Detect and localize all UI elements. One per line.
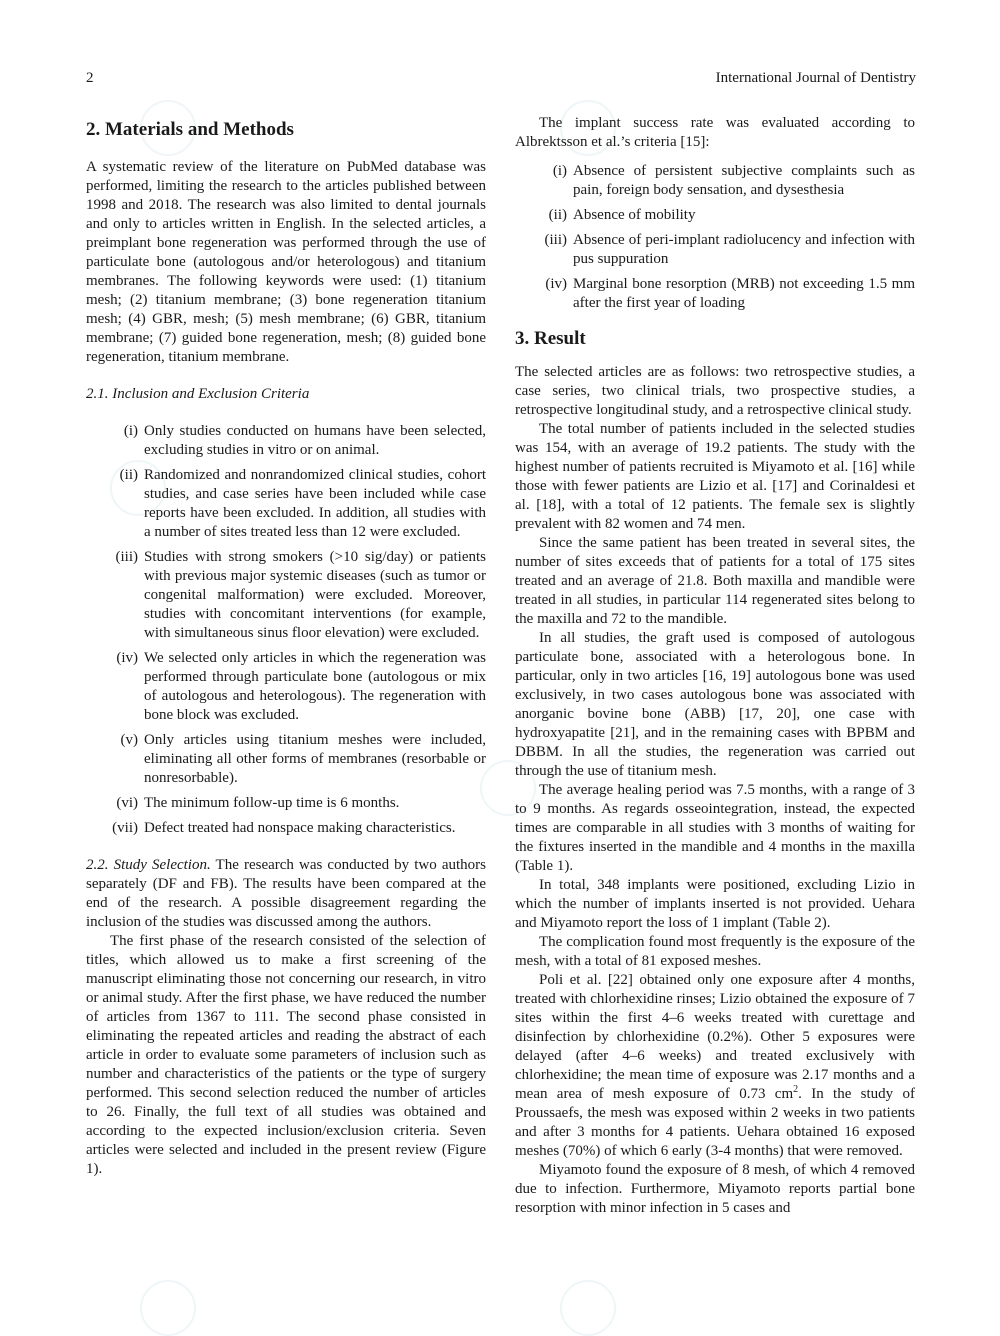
result-paragraph: The average healing period was 7.5 months, with a range of 3 to 9 months. As regards osseointegration, instead, the expected times are comparable in all studies with 3 months of waiting for the fixtures inserted in the mandible and 4 months in the maxilla (Table 1).: [515, 782, 915, 874]
methods-intro-paragraph: A systematic review of the literature on PubMed database was performed, limiting the research to the articles published between 1998 and 2018. The research was also limited to dental journals and only to articles written in English. In the selected articles, a preimplant bone regeneration was performed through the use of particulate bone (autologous and/or heterologous) and titanium membranes. The following keywords were used: (1) titanium mesh; (2) titanium membrane; (3) bone regeneration titanium mesh; (4) GBR, mesh; (5) mesh membrane; (6) GBR, titanium membrane; (7) guided bone regeneration, mesh; (8) guided bone regeneration, titanium membrane.: [86, 159, 486, 365]
criteria-list: [86, 422, 486, 838]
journal-title: International Journal of Dentistry: [715, 70, 916, 86]
success-intro-paragraph: The implant success rate was evaluated according to Albrektsson et al.’s criteria [15]:: [515, 115, 915, 150]
success-criteria-list: [515, 162, 915, 313]
result-paragraph: In all studies, the graft used is composed of autologous particulate bone, associated with a heterologous bone. In particular, only in two articles [16, 19] autologous bone was used exclusively, in two cases autologous bone was associated with anorganic bovine bone (ABB) [17, 20], one case with hydroxyapatite [21], and in the remaining cases with BPBM and DBBM. In all the studies, the regeneration was carried out through the use of titanium mesh.: [515, 630, 915, 779]
list-item: (v) Only articles using titanium meshes were included, eliminating all other forms of membranes (resorbable or nonresorbable).: [120, 732, 486, 786]
result-paragraph: Poli et al. [22] obtained only one exposure after 4 months, treated with chlorhexidine rinses; Lizio obtained the exposure of 7 sites within the first 4–6 weeks treated with curettage and disinfection by chlorhexidine (0.2%). Other 5 exposures were delayed (after 4–6 weeks) and treated exclusively with chlorhexidine; the mean time of exposure was 2.17 months and a mean area of mesh exposure of 0.73 $cm^2$. In the study of Proussaefs, the mesh was exposed within 2 weeks in two patients and after 3 months for 4 patients. Uehara obtained 16 exposed meshes (70%) of which 6 early (3-4 months) that were removed.: [515, 972, 916, 1159]
subsection-title-selection: 2.2. Study Selection.: [86, 857, 211, 873]
list-item: (iii) Absence of peri-implant radiolucency and infection with pus suppuration: [544, 232, 915, 267]
left-column: [86, 114, 486, 1179]
list-item: (i) Absence of persistent subjective complaints such as pain, foreign body sensation, and dysesthesia: [552, 163, 915, 198]
list-item: (ii) Absence of mobility: [548, 207, 696, 223]
result-paragraph: Since the same patient has been treated in several sites, the number of sites exceeds that of patients for a total of 175 sites treated and an average of 21.8. Both maxilla and mandible were treated in all studies, in particular 114 regenerated sites belong to the maxilla and 72 to the mandible.: [515, 535, 915, 627]
list-item: (vi) The minimum follow-up time is 6 months.: [116, 795, 400, 811]
subsection-title-criteria: 2.1. Inclusion and Exclusion Criteria: [86, 386, 310, 402]
watermark-stamp: [560, 1280, 616, 1336]
result-paragraph: The selected articles are as follows: two retrospective studies, a case series, two clinical trials, two prospective studies, a retrospective longitudinal study, and a retrospective clinical study.: [515, 364, 915, 418]
list-item: (i) Only studies conducted on humans have been selected, excluding studies in vitro or on animal.: [123, 423, 486, 458]
watermark-stamp: [140, 1280, 196, 1336]
result-paragraph: Miyamoto found the exposure of 8 mesh, of which 4 removed due to infection. Furthermore, Miyamoto reports partial bone resorption with minor infection in 5 cases and: [515, 1162, 915, 1216]
study-selection-paragraph: 2.2. Study Selection. The research was conducted by two authors separately (DF and FB). The results have been compared at the end of the research. A possible disagreement regarding the inclusion of the studies was discussed among the authors.: [86, 857, 486, 930]
page-number: 2: [86, 70, 94, 86]
list-item: (vii) Defect treated had nonspace making characteristics.: [112, 820, 456, 836]
list-item: (ii) Randomized and nonrandomized clinical studies, cohort studies, and case series have been included while case reports have been excluded. In addition, all studies with a number of sites treated less than 12 were excluded.: [119, 467, 486, 540]
page-header: [86, 70, 916, 94]
phase-paragraph: The first phase of the research consisted of the selection of titles, which allowed us to make a first screening of the manuscript eliminating those not concerning our research, in vitro or animal study. After the first phase, we have reduced the number of articles from 1367 to 111. The second phase consisted in eliminating the repeated articles and reading the abstract of each article in order to evaluate some parameters of inclusion such as number and characteristics of the patients or the type of surgery performed. This second selection reduced the number of articles to 26. Finally, the full text of all studies was obtained and according to the expected inclusion/exclusion criteria. Seven articles were selected and included in the present review (Figure 1).: [86, 933, 486, 1177]
list-item: (iii) Studies with strong smokers (>10 sig/day) or patients with previous major systemic diseases (such as tumor or congenital malformation) were excluded. Moreover, studies with concomitant interventions (for example, with simultaneous sinus floor elevation) were excluded.: [115, 549, 486, 641]
section-title-methods: 2. Materials and Methods: [86, 119, 294, 140]
right-column: [515, 114, 915, 1218]
list-item: (iv) We selected only articles in which the regeneration was performed through particulate bone (autologous or mix of autologous and heterologous). The regeneration with bone block was excluded.: [116, 650, 486, 723]
result-paragraph: The complication found most frequently is the exposure of the mesh, with a total of 81 exposed meshes.: [515, 934, 915, 969]
section-title-result: 3. Result: [515, 328, 586, 349]
result-paragraph: The total number of patients included in the selected studies was 154, with an average of 19.2 patients. The study with the highest number of patients recruited is Miyamoto et al. [16] while those with fewer patients are Lizio et al. [17] and Corinaldesi et al. [18], with a total of 12 patients. The female sex is slightly prevalent with 82 women and 74 men.: [515, 421, 915, 532]
list-item: (iv) Marginal bone resorption (MRB) not exceeding 1.5 mm after the first year of loading: [545, 276, 915, 311]
result-paragraph: In total, 348 implants were positioned, excluding Lizio in which the number of implants inserted is not provided. Uehara and Miyamoto report the loss of 1 implant (Table 2).: [515, 877, 915, 931]
